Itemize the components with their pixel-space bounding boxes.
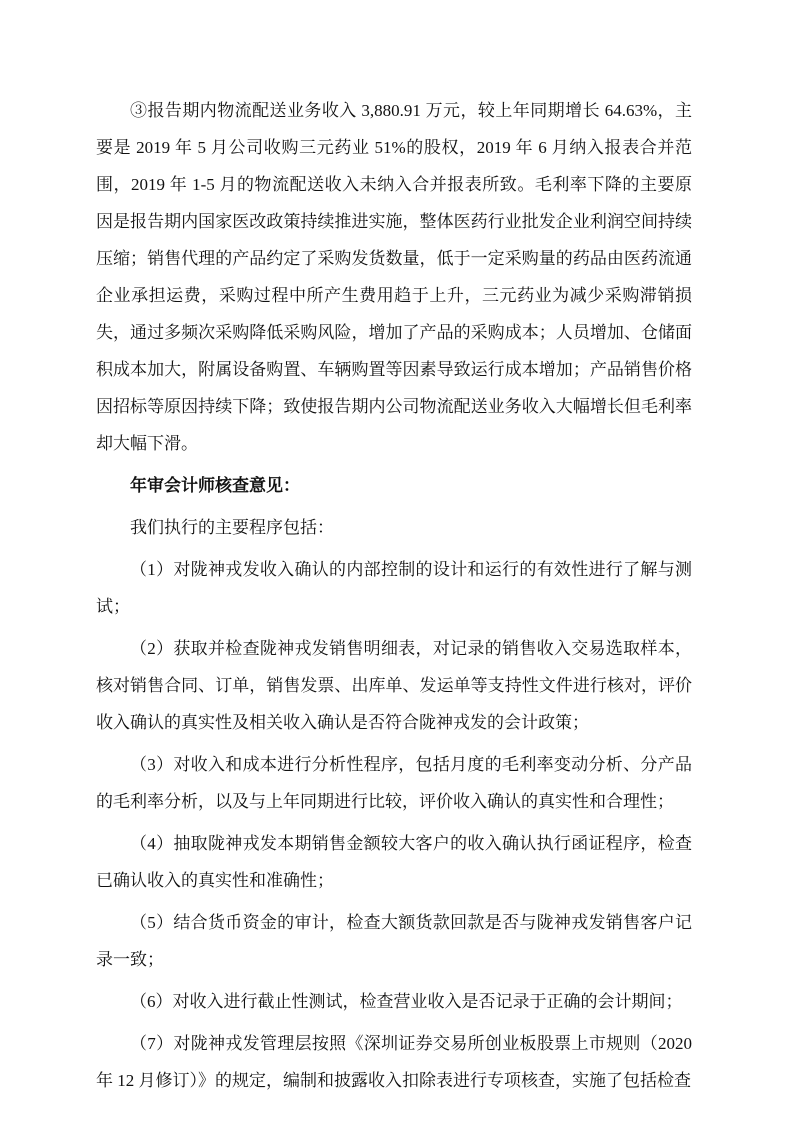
document-text-block: [96, 92, 692, 1104]
paragraph-procedure-1: （1）对陇神戎发收入确认的内部控制的设计和运行的有效性进行了解与测试；: [96, 560, 692, 616]
paragraph-logistics-revenue-note: ③报告期内物流配送业务收入 3,880.91 万元，较上年同期增长 64.63%，主要是 2019 年 5 月公司收购三元药业 51%的股权，2019 年 6 月纳入报表合并范围，2019 年 1-5 月的物流配送收入未纳入合并报表所致。毛利率下降的主要原因是报告期内国家医改政策持续推进实施，整体医药行业批发企业利润空间持续压缩；销售代理的产品约定了采购发货数量，低于一定采购量的药品由医药流通企业承担运费，采购过程中所产生费用趋于上升，三元药业为减少采购滞销损失，通过多频次采购降低采购风险，增加了产品的采购成本；人员增加、仓储面积成本加大，附属设备购置、车辆购置等因素导致运行成本增加；产品销售价格因招标等原因持续下降；致使报告期内公司物流配送业务收入大幅增长但毛利率却大幅下滑。: [96, 101, 692, 453]
paragraph-procedure-4: （4）抽取陇神戎发本期销售金额较大客户的收入确认执行函证程序，检查已确认收入的真实性和准确性；: [96, 834, 692, 890]
paragraph-procedures-intro: 我们执行的主要程序包括：: [130, 518, 334, 537]
paragraph-procedure-3: （3）对收入和成本进行分析性程序，包括月度的毛利率变动分析、分产品的毛利率分析，以及与上年同期进行比较，评价收入确认的真实性和合理性；: [96, 755, 692, 811]
heading-annual-auditor-opinion: 年审会计师核查意见：: [130, 476, 300, 495]
paragraph-procedure-2: （2）获取并检查陇神戎发销售明细表，对记录的销售收入交易选取样本，核对销售合同、订单，销售发票、出库单、发运单等支持性文件进行核对，评价收入确认的真实性及相关收入确认是否符合陇神戎发的会计政策；: [96, 639, 692, 732]
paragraph-procedure-5: （5）结合货币资金的审计，检查大额货款回款是否与陇神戎发销售客户记录一致；: [96, 913, 692, 969]
paragraph-procedure-7: （7）对陇神戎发管理层按照《深圳证券交易所创业板股票上市规则（2020 年 12 月修订）》的规定，编制和披露收入扣除表进行专项核查，实施了包括检查: [96, 1034, 692, 1090]
paragraph-procedure-6: （6）对收入进行截止性测试，检查营业收入是否记录于正确的会计期间；: [130, 992, 683, 1011]
